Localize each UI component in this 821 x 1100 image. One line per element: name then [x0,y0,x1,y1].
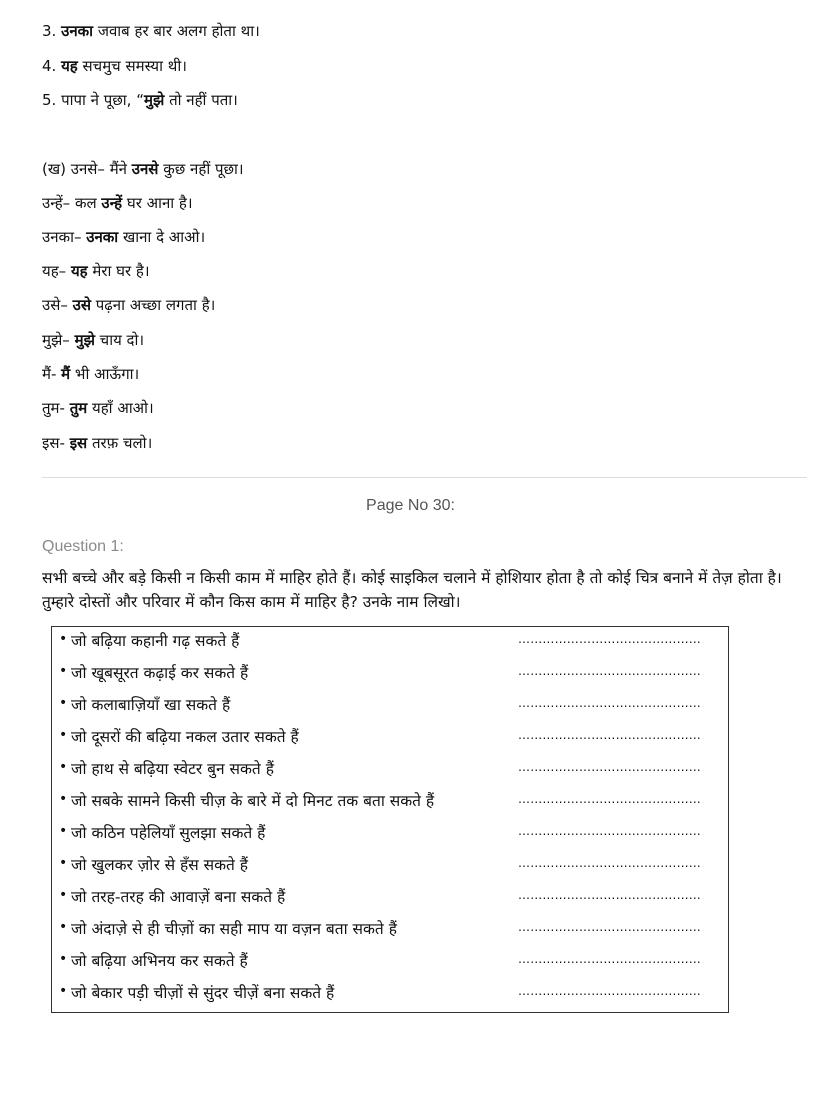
answer-blank[interactable]: ……………………………………… [518,696,701,710]
answer-blank[interactable]: ……………………………………… [518,760,701,774]
kha-line [42,261,150,281]
bullet-icon: • [59,855,68,871]
answer-blank[interactable]: ……………………………………… [518,664,701,678]
answer-prefix: 3. [42,22,62,40]
kha-line [42,295,215,315]
kha-rest: पढ़ना अच्छा लगता है। [91,296,216,314]
section-divider [42,477,807,478]
kha-line [42,159,244,179]
kha-line [42,227,205,247]
kha-bold-word: इस [69,434,88,452]
question-label: Question 1: [42,538,124,555]
bullet-icon: • [59,663,68,679]
activity-text: जो कठिन पहेलियाँ सुलझा सकते हैं [71,824,266,842]
activity-row [59,851,728,879]
kha-line [42,330,144,350]
answer-blank[interactable]: ……………………………………… [518,888,701,902]
activity-text: जो तरह-तरह की आवाज़ें बना सकते हैं [71,888,286,906]
bullet-icon: • [59,759,68,775]
kha-prefix: तुम- [42,399,70,417]
kha-prefix: इस- [42,434,70,452]
answer-bold-word: उनका [61,22,94,40]
activity-row [59,659,728,687]
activity-text: जो कलाबाज़ियाँ खा सकते हैं [71,696,231,714]
bullet-icon: • [59,823,68,839]
kha-prefix: उन्हें– कल [42,194,102,212]
activity-row [59,723,728,751]
answer-blank[interactable]: ……………………………………… [518,728,701,742]
kha-rest: चाय दो। [94,331,145,349]
kha-rest: यहाँ आओ। [87,399,154,417]
kha-bold-word: यह [70,262,88,280]
activity-row [59,755,728,783]
answer-bold-word: मुझे [143,91,165,109]
answer-prefix: 5. पापा ने पूछा, “ [42,91,144,109]
kha-rest: मेरा घर है। [87,262,150,280]
activity-text: जो सबके सामने किसी चीज़ के बारे में दो मिनट तक बता सकते हैं [71,792,435,810]
kha-bold-word: उनका [86,228,119,246]
bullet-icon: • [59,951,68,967]
answer-rest: तो नहीं पता। [164,91,238,109]
kha-bold-word: मुझे [74,331,95,349]
answer-blank[interactable]: ……………………………………… [518,632,701,646]
answer-rest: सचमुच समस्या थी। [77,57,187,75]
answer-prefix: 4. [42,57,62,75]
activity-row [59,787,728,815]
activity-row [59,819,728,847]
question-intro: सभी बच्चे और बड़े किसी न किसी काम में माहिर होते हैं। कोई साइकिल चलाने में होशियार होता है तो कोई चित्र बनाने में तेज़ होता है। तुम्हारे दोस्तों और परिवार में कौन किस काम में माहिर है? उनके नाम लिखो। [42,569,782,611]
activity-text: जो खूबसूरत कढ़ाई कर सकते हैं [71,664,249,682]
kha-prefix: मुझे– [42,331,75,349]
activity-text: जो खुलकर ज़ोर से हँस सकते हैं [71,856,248,874]
kha-rest: भी आऊँगा। [70,365,140,383]
page-number: Page No 30: [366,497,455,514]
kha-line [42,398,154,418]
kha-line [42,193,193,213]
answer-line-5 [42,90,238,110]
kha-bold-word: मैं [61,365,71,383]
kha-prefix: उनका– [42,228,87,246]
kha-line [42,433,152,453]
activity-text: जो दूसरों की बढ़िया नकल उतार सकते हैं [71,728,299,746]
activity-text: जो हाथ से बढ़िया स्वेटर बुन सकते हैं [71,760,274,778]
bullet-icon: • [59,791,68,807]
bullet-icon: • [59,727,68,743]
answer-rest: जवाब हर बार अलग होता था। [93,22,260,40]
kha-rest: खाना दे आओ। [118,228,206,246]
kha-bold-word: तुम [69,399,88,417]
activity-row [59,947,728,975]
kha-rest: कुछ नहीं पूछा। [158,160,244,178]
activity-row [59,883,728,911]
answer-blank[interactable]: ……………………………………… [518,856,701,870]
activity-text: जो बेकार पड़ी चीज़ों से सुंदर चीज़ें बना सकते हैं [71,984,335,1002]
kha-prefix: यह– [42,262,71,280]
kha-prefix: मैं- [42,365,62,383]
activity-table [51,626,729,1013]
answer-blank[interactable]: ……………………………………… [518,952,701,966]
answer-blank[interactable]: ……………………………………… [518,824,701,838]
kha-rest: घर आना है। [122,194,193,212]
bullet-icon: • [59,695,68,711]
activity-row [59,691,728,719]
kha-line [42,364,139,384]
bullet-icon: • [59,631,68,647]
activity-row [59,979,728,1007]
kha-bold-word: उनसे [131,160,159,178]
activity-text: जो बढ़िया कहानी गढ़ सकते हैं [71,632,240,650]
bullet-icon: • [59,887,68,903]
answer-line-4 [42,56,187,76]
bullet-icon: • [59,919,68,935]
kha-rest: तरफ़ चलो। [87,434,153,452]
answer-blank[interactable]: ……………………………………… [518,792,701,806]
kha-bold-word: उसे [72,296,92,314]
activity-text: जो बढ़िया अभिनय कर सकते हैं [71,952,248,970]
activity-row [59,627,728,655]
kha-prefix: (ख) उनसे– मैंने [42,160,132,178]
answer-line-3 [42,21,260,41]
bullet-icon: • [59,983,68,999]
answer-blank[interactable]: ……………………………………… [518,984,701,998]
activity-text: जो अंदाज़े से ही चीज़ों का सही माप या वज़न बता सकते हैं [71,920,397,938]
answer-blank[interactable]: ……………………………………… [518,920,701,934]
kha-prefix: उसे– [42,296,73,314]
answer-bold-word: यह [61,57,78,75]
activity-row [59,915,728,943]
kha-bold-word: उन्हें [101,194,123,212]
